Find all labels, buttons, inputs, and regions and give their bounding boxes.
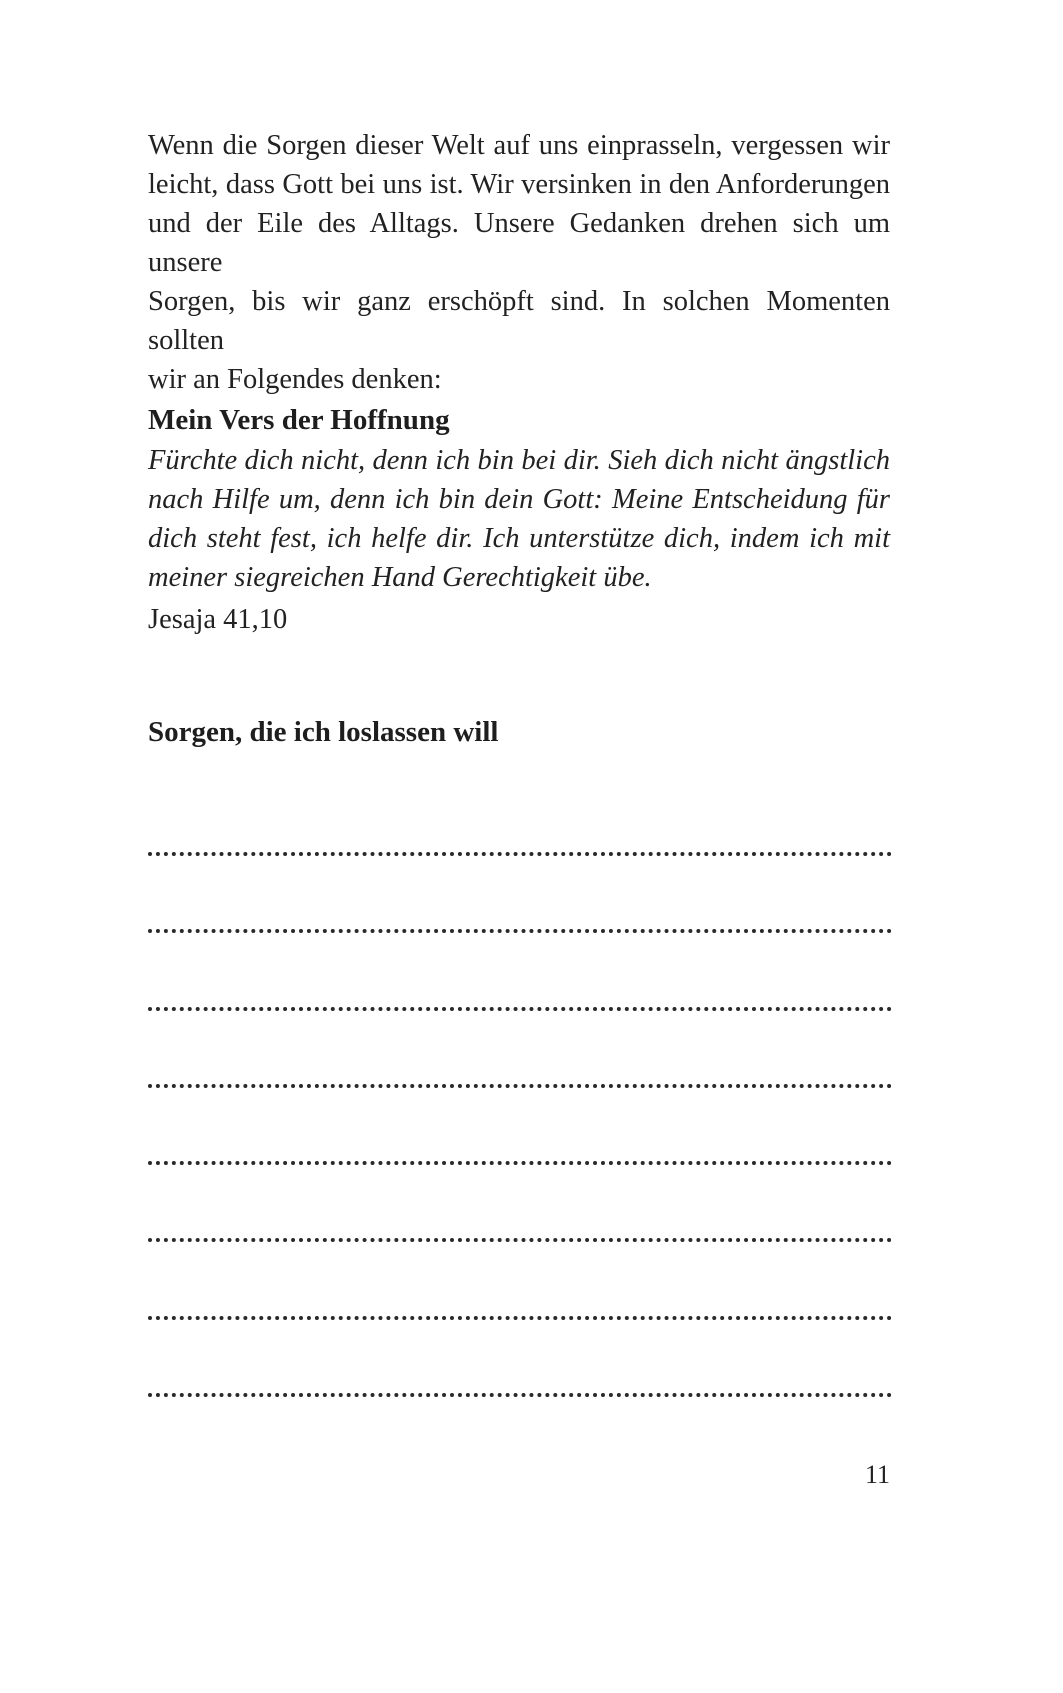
- writing-line[interactable]: [148, 1316, 892, 1320]
- intro-line: wir an Folgendes denken:: [148, 364, 442, 395]
- writing-line[interactable]: [148, 929, 892, 933]
- hope-verse-heading: Mein Vers der Hoffnung: [148, 404, 450, 436]
- intro-line: Sorgen, bis wir ganz erschöpft sind. In solchen Momenten sollten: [148, 286, 890, 356]
- page-number: 11: [864, 1460, 890, 1489]
- bible-verse: [148, 441, 890, 597]
- writing-line[interactable]: [148, 1007, 892, 1011]
- verse-line: nach Hilfe um, denn ich bin dein Gott: Meine Entscheidung für: [148, 484, 890, 515]
- writing-line[interactable]: [148, 1393, 892, 1397]
- verse-line: Fürchte dich nicht, denn ich bin bei dir. Sieh dich nicht ängstlich: [148, 445, 890, 476]
- verse-line: meiner siegreichen Hand Gerechtigkeit übe.: [148, 562, 652, 593]
- verse-reference: Jesaja 41,10: [148, 604, 288, 635]
- intro-line: und der Eile des Alltags. Unsere Gedanken drehen sich um unsere: [148, 208, 890, 278]
- writing-line[interactable]: [148, 852, 892, 856]
- intro-line: Wenn die Sorgen dieser Welt auf uns einprasseln, vergessen wir: [148, 130, 890, 161]
- writing-line[interactable]: [148, 1161, 892, 1165]
- verse-line: dich steht fest, ich helfe dir. Ich unterstütze dich, indem ich mit: [148, 523, 890, 554]
- writing-line[interactable]: [148, 1238, 892, 1242]
- intro-line: leicht, dass Gott bei uns ist. Wir versinken in den Anforderungen: [148, 169, 890, 200]
- worries-heading: Sorgen, die ich loslassen will: [148, 716, 499, 748]
- intro-paragraph: [148, 126, 890, 399]
- writing-line[interactable]: [148, 1084, 892, 1088]
